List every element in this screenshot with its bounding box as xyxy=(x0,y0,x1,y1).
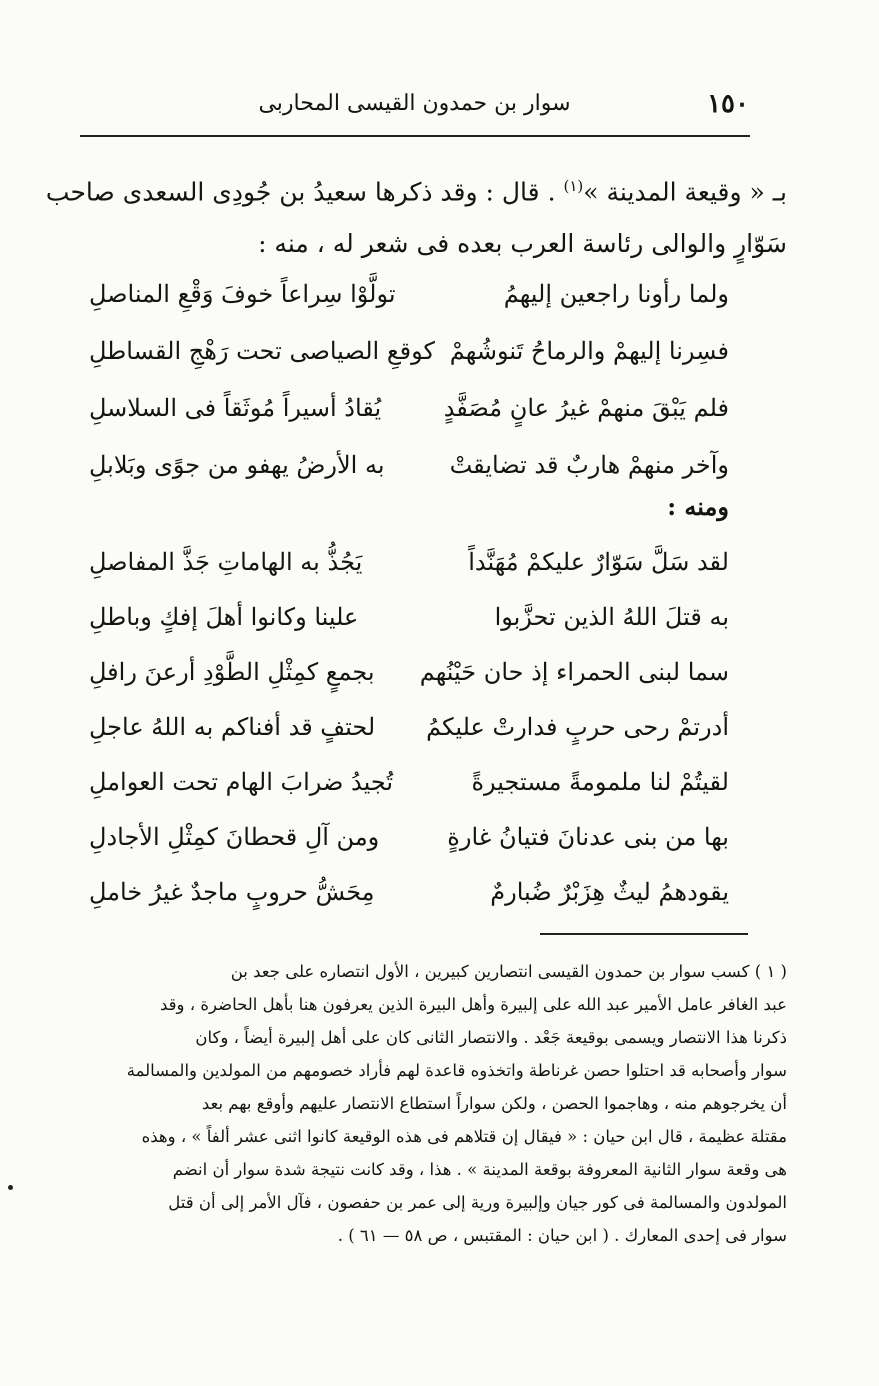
verse xyxy=(89,329,729,373)
footnote-reference[interactable]: (١) xyxy=(563,177,584,195)
page-number: ١٥٠ xyxy=(707,89,749,119)
verse-first-hemistich: أدرتمْ رحى حربٍ فدارتْ عليكمُ xyxy=(426,713,729,741)
verse-first-hemistich: بها من بنى عدنانَ فتيانُ غارةٍ xyxy=(447,823,729,851)
prose-line-1-start: بـ « وقيعة المدينة » xyxy=(583,177,787,207)
verse-second-hemistich: تولَّوْا سِراعاً خوفَ وَقْعِ المناصلِ xyxy=(89,280,396,308)
footnote-line: عبد الغافر عامل الأمير عبد الله على إلبيرة وأهل البيرة الذين يعرفون هنا بأهل الحاضرة ، وقد xyxy=(160,995,787,1014)
footnote-line: سوار وأصحابه قد احتلوا حصن غرناطة واتخذوه قاعدة لهم فأراد خصومهم من المولدين والمسالمة xyxy=(126,1061,787,1080)
prose-line-1 xyxy=(45,168,787,210)
verse-second-hemistich: يُقادُ أسيراً مُوثَقاً فى السلاسلِ xyxy=(89,394,382,422)
verse-second-hemistich: كوقعِ الصياصى تحت رَهْجِ القساطلِ xyxy=(89,337,435,365)
verse-second-hemistich: ومن آلِ قحطانَ كمِثْلِ الأجادلِ xyxy=(89,823,380,851)
footnote-line: هى وقعة سوار الثانية المعروفة بوقعة المدينة » . هذا ، وقد كانت نتيجة شدة سوار أن انضم xyxy=(172,1160,787,1179)
verse xyxy=(89,760,729,804)
verse xyxy=(89,870,729,914)
verse-second-hemistich: لحتفٍ قد أفناكم به اللهُ عاجلِ xyxy=(89,713,376,741)
verse-first-hemistich: يقودهمُ ليثٌ هِزَبْرٌ ضُبارمٌ xyxy=(490,878,729,906)
verse-second-hemistich: بجمعٍ كمِثْلِ الطَّوْدِ أرعنَ رافلِ xyxy=(89,658,375,686)
verse-first-hemistich: وآخر منهمْ هاربٌ قد تضايقتْ xyxy=(449,451,729,479)
margin-speck xyxy=(8,1185,13,1190)
verse-first-hemistich: لقد سَلَّ سَوّارٌ عليكمْ مُهَنَّداً xyxy=(468,548,729,576)
verse xyxy=(89,386,729,430)
verse xyxy=(89,443,729,487)
verse xyxy=(89,650,729,694)
header-rule xyxy=(80,135,750,137)
verse xyxy=(89,815,729,859)
running-title: سوار بن حمدون القيسى المحاربى xyxy=(258,91,571,116)
verse xyxy=(89,272,729,316)
verse-second-hemistich: به الأرضُ يهفو من جوًى وبَلابلِ xyxy=(89,451,385,479)
footnote-line: أن يخرجوهم منه ، وهاجموا الحصن ، ولكن سواراً استطاع الانتصار عليهم وأوقع بهم بعد xyxy=(201,1094,787,1113)
page-header xyxy=(80,85,749,125)
verse xyxy=(89,540,729,584)
footnote-rule xyxy=(540,933,748,935)
verse-second-hemistich: مِحَشُّ حروبٍ ماجدٌ غيرُ خاملِ xyxy=(89,878,375,906)
verse-second-hemistich: علينا وكانوا أهلَ إفكٍ وباطلِ xyxy=(89,603,359,631)
footnote-line: المولدون والمسالمة فى كور جيان وإلبيرة ورية إلى عمر بن حفصون ، فآل الأمر إلى أن قتل xyxy=(168,1193,787,1212)
verse-second-hemistich: تُجيدُ ضرابَ الهام تحت العواملِ xyxy=(89,768,394,796)
prose-line-2: سَوّارٍ والوالى رئاسة العرب بعده فى شعر له ، منه : xyxy=(258,229,787,258)
verse-first-hemistich: ولما رأونا راجعين إليهمُ xyxy=(503,280,729,308)
verse-first-hemistich: سما لبنى الحمراء إذ حان حَيْنُهم xyxy=(419,658,729,686)
verse-first-hemistich: فسِرنا إليهمْ والرماحُ تَنوشُهمْ xyxy=(449,337,729,365)
verse xyxy=(89,595,729,639)
prose-line-1-rest: . قال : وقد ذكرها سعيدُ بن جُودِى السعدى صاحب xyxy=(45,177,564,207)
footnote-line: مقتلة عظيمة ، قال ابن حيان : « فيقال إن قتلاهم فى هذه الوقيعة كانوا اثنى عشر ألفاً » ، وهذه xyxy=(141,1127,787,1146)
footnote-line: سوار فى إحدى المعارك . ( ابن حيان : المقتبس ، ص ٥٨ — ٦١ ) . xyxy=(337,1226,787,1245)
footnote xyxy=(99,955,787,1252)
verse-first-hemistich: به قتلَ اللهُ الذين تحزَّبوا xyxy=(494,603,729,631)
section-label: ومنه : xyxy=(667,492,729,521)
footnote-line: ذكرنا هذا الانتصار ويسمى بوقيعة جَعْد . والانتصار الثانى كان على أهل إلبيرة أيضاً ، وكان xyxy=(195,1028,787,1047)
verse xyxy=(89,705,729,749)
verse-first-hemistich: فلم يَبْقَ منهمْ غيرُ عانٍ مُصَفَّدٍ xyxy=(443,394,729,422)
verse-first-hemistich: لقيتُمْ لنا ملمومةً مستجيرةً xyxy=(471,768,729,796)
footnote-line: ( ١ ) كسب سوار بن حمدون القيسى انتصارين كبيرين ، الأول انتصاره على جعد بن xyxy=(230,962,787,981)
verse-second-hemistich: يَجُذُّ به الهاماتِ جَذَّ المفاصلِ xyxy=(89,548,363,576)
